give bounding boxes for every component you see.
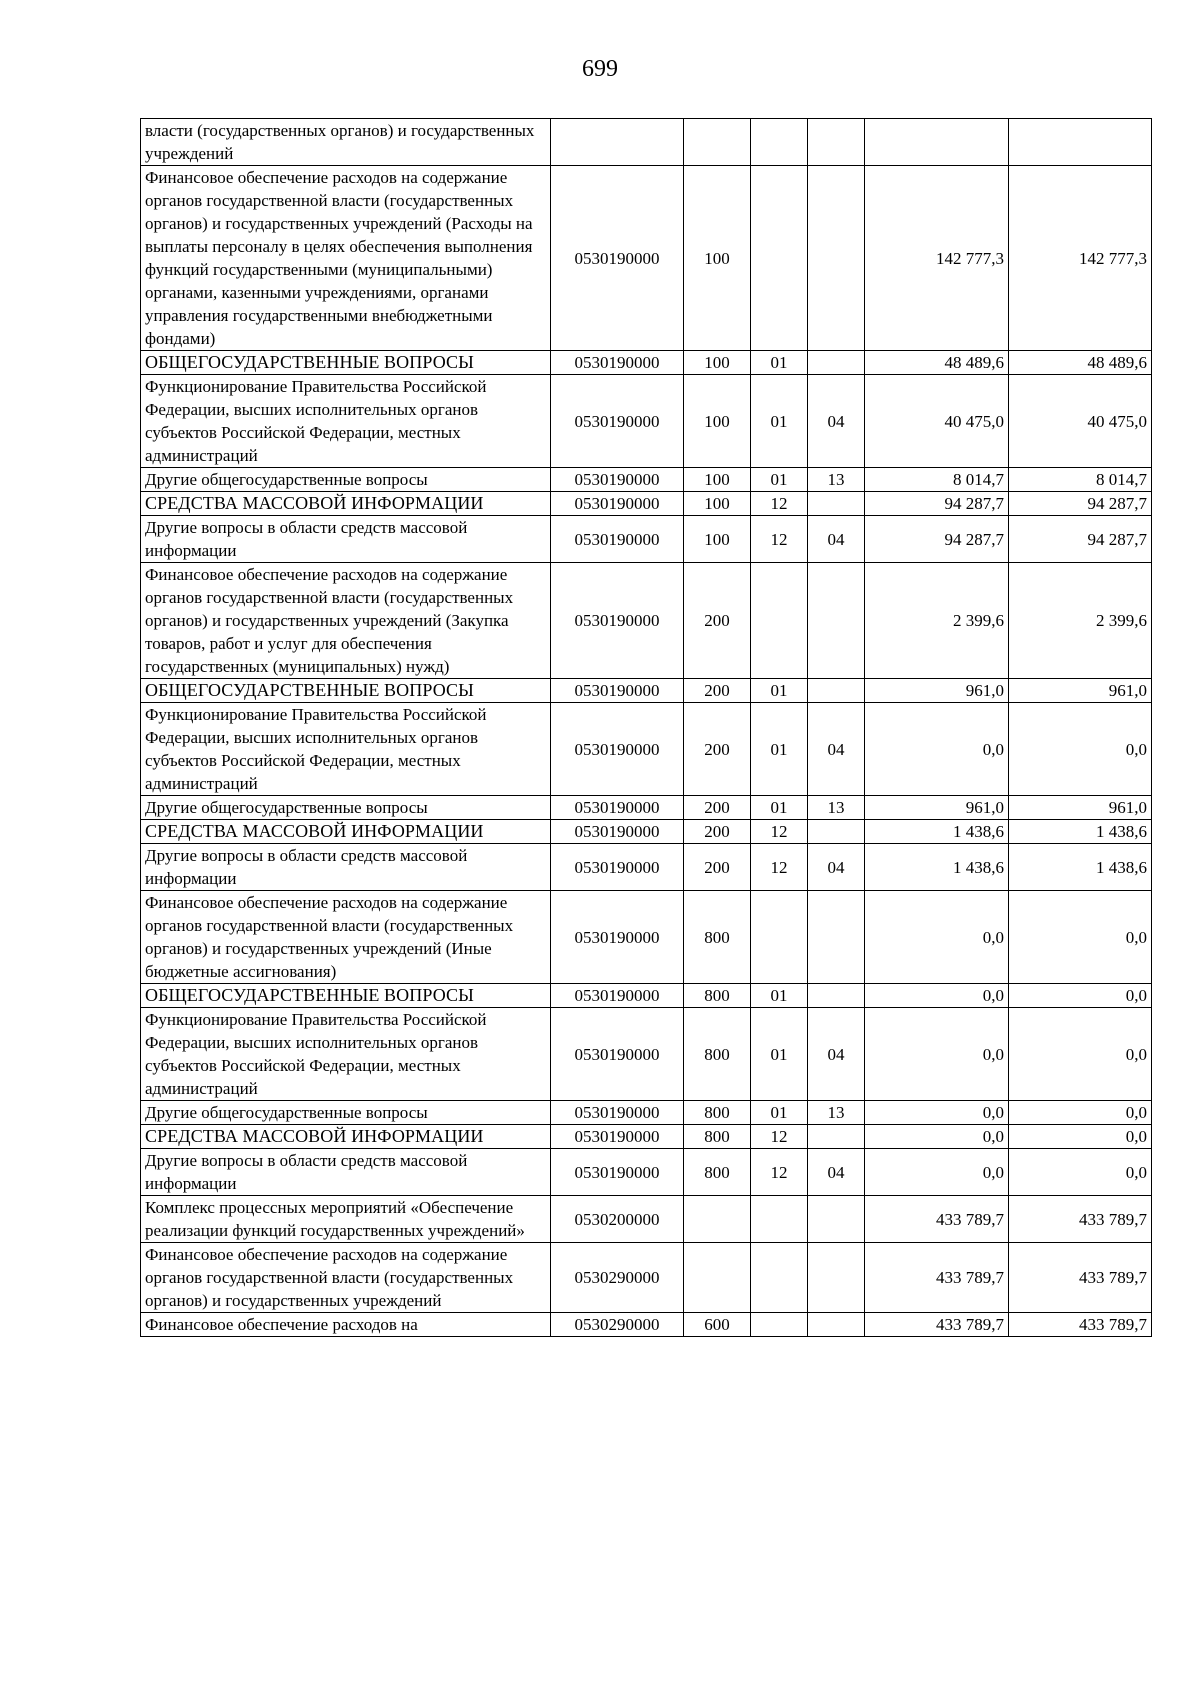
row-name-cell: Другие вопросы в области средств массовой информации xyxy=(141,1149,551,1196)
section-cell xyxy=(751,1313,808,1337)
section-cell xyxy=(751,563,808,679)
row-name-cell: Функционирование Правительства Российской Федерации, высших исполнительных органов субъектов Российской Федерации, местных администраций xyxy=(141,375,551,468)
table-row xyxy=(141,820,1152,844)
subsection-cell xyxy=(808,1196,865,1243)
amount-year1-cell: 433 789,7 xyxy=(865,1196,1009,1243)
amount-year2-cell: 40 475,0 xyxy=(1009,375,1152,468)
expense-type-cell: 100 xyxy=(684,166,751,351)
amount-year1-cell: 0,0 xyxy=(865,1125,1009,1149)
table-row xyxy=(141,679,1152,703)
table-row xyxy=(141,492,1152,516)
subsection-cell xyxy=(808,984,865,1008)
amount-year1-cell: 40 475,0 xyxy=(865,375,1009,468)
row-name-cell: Финансовое обеспечение расходов на содержание органов государственной власти (государственных органов) и государственных учреждений (Расходы на выплаты персоналу в целях обеспечения выполнения функций государственными (муниципальными) органами, казенными учреждениями, органами управления государственными внебюджетными фондами) xyxy=(141,166,551,351)
expense-type-cell xyxy=(684,1196,751,1243)
row-name-cell: СРЕДСТВА МАССОВОЙ ИНФОРМАЦИИ xyxy=(141,1125,551,1149)
amount-year2-cell: 0,0 xyxy=(1009,984,1152,1008)
subsection-cell: 04 xyxy=(808,703,865,796)
amount-year2-cell: 433 789,7 xyxy=(1009,1313,1152,1337)
target-code-cell: 0530190000 xyxy=(551,1008,684,1101)
amount-year1-cell: 8 014,7 xyxy=(865,468,1009,492)
table-row xyxy=(141,1313,1152,1337)
amount-year1-cell: 48 489,6 xyxy=(865,351,1009,375)
amount-year1-cell: 961,0 xyxy=(865,679,1009,703)
amount-year2-cell: 433 789,7 xyxy=(1009,1196,1152,1243)
subsection-cell xyxy=(808,1243,865,1313)
subsection-cell xyxy=(808,679,865,703)
row-name-cell: Другие общегосударственные вопросы xyxy=(141,796,551,820)
target-code-cell: 0530190000 xyxy=(551,375,684,468)
expense-type-cell: 800 xyxy=(684,891,751,984)
expense-type-cell: 600 xyxy=(684,1313,751,1337)
target-code-cell: 0530190000 xyxy=(551,891,684,984)
table-row xyxy=(141,119,1152,166)
amount-year1-cell: 1 438,6 xyxy=(865,844,1009,891)
row-name-cell: Другие общегосударственные вопросы xyxy=(141,1101,551,1125)
subsection-cell: 04 xyxy=(808,1008,865,1101)
amount-year1-cell: 0,0 xyxy=(865,1101,1009,1125)
table-row xyxy=(141,1149,1152,1196)
target-code-cell: 0530190000 xyxy=(551,166,684,351)
expense-type-cell: 200 xyxy=(684,820,751,844)
target-code-cell: 0530190000 xyxy=(551,1101,684,1125)
table-row xyxy=(141,1008,1152,1101)
subsection-cell xyxy=(808,166,865,351)
subsection-cell xyxy=(808,1125,865,1149)
row-name-cell: Функционирование Правительства Российской Федерации, высших исполнительных органов субъектов Российской Федерации, местных администраций xyxy=(141,703,551,796)
expense-type-cell: 200 xyxy=(684,679,751,703)
amount-year1-cell: 142 777,3 xyxy=(865,166,1009,351)
amount-year2-cell: 94 287,7 xyxy=(1009,492,1152,516)
subsection-cell: 13 xyxy=(808,468,865,492)
section-cell xyxy=(751,119,808,166)
target-code-cell: 0530190000 xyxy=(551,516,684,563)
row-name-cell: Другие вопросы в области средств массовой информации xyxy=(141,516,551,563)
section-cell: 12 xyxy=(751,1149,808,1196)
amount-year2-cell: 1 438,6 xyxy=(1009,820,1152,844)
subsection-cell xyxy=(808,351,865,375)
expense-type-cell: 200 xyxy=(684,703,751,796)
section-cell: 01 xyxy=(751,679,808,703)
amount-year1-cell: 961,0 xyxy=(865,796,1009,820)
row-name-cell: власти (государственных органов) и государственных учреждений xyxy=(141,119,551,166)
section-cell xyxy=(751,891,808,984)
target-code-cell: 0530190000 xyxy=(551,351,684,375)
section-cell xyxy=(751,1243,808,1313)
section-cell xyxy=(751,1196,808,1243)
expense-type-cell: 800 xyxy=(684,1101,751,1125)
subsection-cell xyxy=(808,891,865,984)
target-code-cell: 0530290000 xyxy=(551,1313,684,1337)
target-code-cell: 0530190000 xyxy=(551,703,684,796)
amount-year2-cell: 0,0 xyxy=(1009,891,1152,984)
subsection-cell xyxy=(808,563,865,679)
expense-type-cell: 800 xyxy=(684,1008,751,1101)
table-row xyxy=(141,703,1152,796)
amount-year2-cell: 8 014,7 xyxy=(1009,468,1152,492)
amount-year1-cell: 1 438,6 xyxy=(865,820,1009,844)
target-code-cell: 0530190000 xyxy=(551,492,684,516)
section-cell: 01 xyxy=(751,1008,808,1101)
expense-type-cell: 200 xyxy=(684,563,751,679)
expense-type-cell: 800 xyxy=(684,984,751,1008)
amount-year2-cell: 0,0 xyxy=(1009,1008,1152,1101)
target-code-cell: 0530200000 xyxy=(551,1196,684,1243)
expense-type-cell: 200 xyxy=(684,844,751,891)
target-code-cell: 0530190000 xyxy=(551,796,684,820)
table-row xyxy=(141,844,1152,891)
subsection-cell xyxy=(808,1313,865,1337)
table-row xyxy=(141,516,1152,563)
table-row xyxy=(141,796,1152,820)
expense-type-cell: 100 xyxy=(684,468,751,492)
subsection-cell: 13 xyxy=(808,796,865,820)
section-cell: 01 xyxy=(751,375,808,468)
target-code-cell: 0530190000 xyxy=(551,984,684,1008)
amount-year1-cell: 0,0 xyxy=(865,1149,1009,1196)
amount-year1-cell: 94 287,7 xyxy=(865,492,1009,516)
amount-year1-cell: 433 789,7 xyxy=(865,1313,1009,1337)
row-name-cell: СРЕДСТВА МАССОВОЙ ИНФОРМАЦИИ xyxy=(141,820,551,844)
amount-year2-cell: 94 287,7 xyxy=(1009,516,1152,563)
budget-table-body xyxy=(141,119,1152,1337)
row-name-cell: Другие вопросы в области средств массовой информации xyxy=(141,844,551,891)
amount-year1-cell: 0,0 xyxy=(865,891,1009,984)
section-cell: 01 xyxy=(751,468,808,492)
amount-year2-cell: 433 789,7 xyxy=(1009,1243,1152,1313)
table-row xyxy=(141,1101,1152,1125)
expense-type-cell: 100 xyxy=(684,492,751,516)
section-cell: 01 xyxy=(751,796,808,820)
amount-year2-cell: 961,0 xyxy=(1009,796,1152,820)
target-code-cell: 0530190000 xyxy=(551,468,684,492)
amount-year2-cell: 2 399,6 xyxy=(1009,563,1152,679)
table-row xyxy=(141,1125,1152,1149)
table-row xyxy=(141,1196,1152,1243)
row-name-cell: Финансовое обеспечение расходов на содержание органов государственной власти (государственных органов) и государственных учреждений xyxy=(141,1243,551,1313)
row-name-cell: Финансовое обеспечение расходов на содержание органов государственной власти (государственных органов) и государственных учреждений (Закупка товаров, работ и услуг для обеспечения государственных (муниципальных) нужд) xyxy=(141,563,551,679)
expense-type-cell: 100 xyxy=(684,351,751,375)
row-name-cell: Функционирование Правительства Российской Федерации, высших исполнительных органов субъектов Российской Федерации, местных администраций xyxy=(141,1008,551,1101)
expense-type-cell: 100 xyxy=(684,516,751,563)
expense-type-cell xyxy=(684,1243,751,1313)
subsection-cell: 13 xyxy=(808,1101,865,1125)
row-name-cell: ОБЩЕГОСУДАРСТВЕННЫЕ ВОПРОСЫ xyxy=(141,351,551,375)
table-row xyxy=(141,1243,1152,1313)
amount-year1-cell: 0,0 xyxy=(865,1008,1009,1101)
section-cell: 12 xyxy=(751,820,808,844)
expense-type-cell: 200 xyxy=(684,796,751,820)
row-name-cell: ОБЩЕГОСУДАРСТВЕННЫЕ ВОПРОСЫ xyxy=(141,984,551,1008)
amount-year1-cell: 0,0 xyxy=(865,984,1009,1008)
expense-type-cell: 800 xyxy=(684,1149,751,1196)
table-row xyxy=(141,891,1152,984)
target-code-cell: 0530190000 xyxy=(551,820,684,844)
row-name-cell: Финансовое обеспечение расходов на содержание органов государственной власти (государственных органов) и государственных учреждений (Иные бюджетные ассигнования) xyxy=(141,891,551,984)
amount-year2-cell: 0,0 xyxy=(1009,1149,1152,1196)
section-cell: 01 xyxy=(751,984,808,1008)
section-cell: 12 xyxy=(751,844,808,891)
table-row xyxy=(141,984,1152,1008)
target-code-cell: 0530190000 xyxy=(551,844,684,891)
table-row xyxy=(141,166,1152,351)
amount-year1-cell: 2 399,6 xyxy=(865,563,1009,679)
target-code-cell: 0530190000 xyxy=(551,679,684,703)
subsection-cell: 04 xyxy=(808,516,865,563)
target-code-cell: 0530190000 xyxy=(551,1149,684,1196)
amount-year2-cell: 48 489,6 xyxy=(1009,351,1152,375)
expense-type-cell: 800 xyxy=(684,1125,751,1149)
table-row xyxy=(141,375,1152,468)
subsection-cell: 04 xyxy=(808,844,865,891)
table-row xyxy=(141,563,1152,679)
row-name-cell: Финансовое обеспечение расходов на xyxy=(141,1313,551,1337)
amount-year2-cell: 0,0 xyxy=(1009,1125,1152,1149)
subsection-cell xyxy=(808,119,865,166)
row-name-cell: ОБЩЕГОСУДАРСТВЕННЫЕ ВОПРОСЫ xyxy=(141,679,551,703)
subsection-cell: 04 xyxy=(808,1149,865,1196)
section-cell: 12 xyxy=(751,516,808,563)
target-code-cell xyxy=(551,119,684,166)
section-cell xyxy=(751,166,808,351)
amount-year2-cell: 0,0 xyxy=(1009,703,1152,796)
target-code-cell: 0530190000 xyxy=(551,563,684,679)
expense-type-cell: 100 xyxy=(684,375,751,468)
amount-year2-cell xyxy=(1009,119,1152,166)
section-cell: 01 xyxy=(751,351,808,375)
page-number: 699 xyxy=(582,56,618,82)
expense-type-cell xyxy=(684,119,751,166)
amount-year1-cell: 94 287,7 xyxy=(865,516,1009,563)
table-row xyxy=(141,351,1152,375)
section-cell: 12 xyxy=(751,1125,808,1149)
subsection-cell: 04 xyxy=(808,375,865,468)
row-name-cell: Комплекс процессных мероприятий «Обеспечение реализации функций государственных учреждений» xyxy=(141,1196,551,1243)
section-cell: 01 xyxy=(751,1101,808,1125)
amount-year1-cell: 433 789,7 xyxy=(865,1243,1009,1313)
amount-year2-cell: 961,0 xyxy=(1009,679,1152,703)
section-cell: 01 xyxy=(751,703,808,796)
subsection-cell xyxy=(808,492,865,516)
table-row xyxy=(141,468,1152,492)
amount-year2-cell: 142 777,3 xyxy=(1009,166,1152,351)
row-name-cell: Другие общегосударственные вопросы xyxy=(141,468,551,492)
target-code-cell: 0530290000 xyxy=(551,1243,684,1313)
amount-year2-cell: 0,0 xyxy=(1009,1101,1152,1125)
budget-table xyxy=(140,118,1152,1337)
amount-year2-cell: 1 438,6 xyxy=(1009,844,1152,891)
section-cell: 12 xyxy=(751,492,808,516)
subsection-cell xyxy=(808,820,865,844)
row-name-cell: СРЕДСТВА МАССОВОЙ ИНФОРМАЦИИ xyxy=(141,492,551,516)
target-code-cell: 0530190000 xyxy=(551,1125,684,1149)
amount-year1-cell xyxy=(865,119,1009,166)
amount-year1-cell: 0,0 xyxy=(865,703,1009,796)
